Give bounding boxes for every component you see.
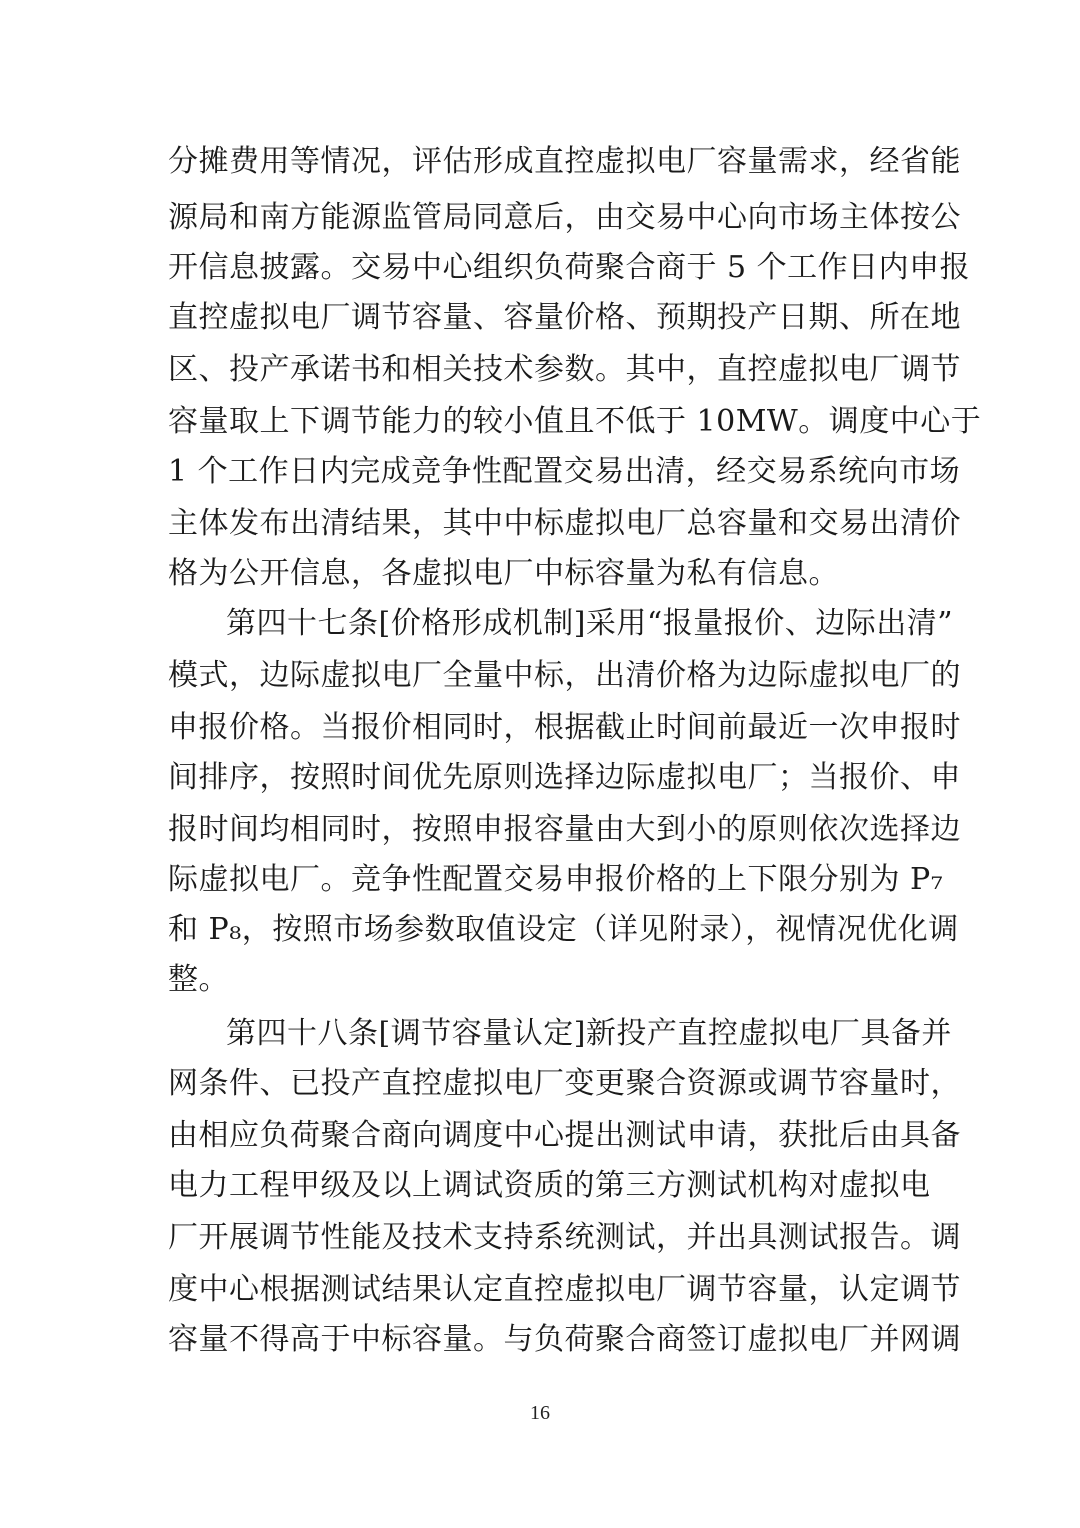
article-47-line: 和 P₈，按照市场参数取值设定（详见附录），视情况优化调 — [168, 912, 959, 947]
article-48-line: 厂开展调节性能及技术支持系统测试，并出具测试报告。调 — [168, 1220, 961, 1255]
article-48-line: 第四十八条[调节容量认定]新投产直控虚拟电厂具备并 — [226, 1016, 952, 1051]
page-number: 16 — [530, 1402, 550, 1424]
article-47-line: 整。 — [168, 962, 229, 997]
article-48-line: 容量不得高于中标容量。与负荷聚合商签订虚拟电厂并网调 — [168, 1322, 961, 1357]
article-48-line: 度中心根据测试结果认定直控虚拟电厂调节容量，认定调节 — [168, 1272, 961, 1307]
paragraph-line: 直控虚拟电厂调节容量、容量价格、预期投产日期、所在地 — [168, 300, 961, 335]
article-48-line: 由相应负荷聚合商向调度中心提出测试申请，获批后由具备 — [168, 1118, 961, 1153]
article-48-line: 电力工程甲级及以上调试资质的第三方测试机构对虚拟电 — [168, 1168, 931, 1203]
paragraph-line: 分摊费用等情况，评估形成直控虚拟电厂容量需求，经省能 — [168, 144, 961, 179]
article-47-line: 报时间均相同时，按照申报容量由大到小的原则依次选择边 — [168, 812, 961, 847]
paragraph-line: 1 个工作日内完成竞争性配置交易出清，经交易系统向市场 — [168, 454, 961, 489]
article-47-line: 间排序，按照时间优先原则选择边际虚拟电厂；当报价、申 — [168, 760, 961, 795]
paragraph-line: 源局和南方能源监管局同意后，由交易中心向市场主体按公 — [168, 200, 961, 235]
paragraph-line: 格为公开信息，各虚拟电厂中标容量为私有信息。 — [168, 556, 839, 591]
paragraph-line: 主体发布出清结果，其中中标虚拟电厂总容量和交易出清价 — [168, 506, 961, 541]
paragraph-line: 开信息披露。交易中心组织负荷聚合商于 5 个工作日内申报 — [168, 250, 971, 285]
article-48-line: 网条件、已投产直控虚拟电厂变更聚合资源或调节容量时， — [168, 1066, 961, 1101]
article-47-line: 模式，边际虚拟电厂全量中标，出清价格为边际虚拟电厂的 — [168, 658, 961, 693]
paragraph-line: 区、投产承诺书和相关技术参数。其中，直控虚拟电厂调节 — [168, 352, 961, 387]
paragraph-line: 容量取上下调节能力的较小值且不低于 10MW。调度中心于 — [168, 404, 982, 439]
article-47-line: 申报价格。当报价相同时，根据截止时间前最近一次申报时 — [168, 710, 961, 745]
article-47-line: 第四十七条[价格形成机制]采用“报量报价、边际出清” — [226, 606, 954, 641]
article-47-line: 际虚拟电厂。竞争性配置交易申报价格的上下限分别为 P₇ — [168, 862, 944, 897]
